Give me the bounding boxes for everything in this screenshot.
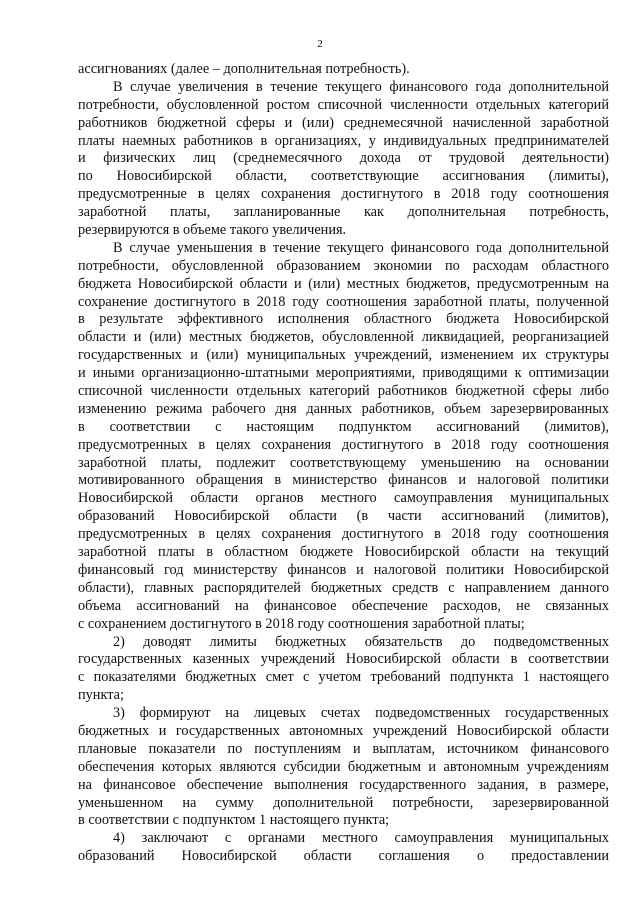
text-line: в соответствии с настоящим подпунктом ассигнований (лимитов), [78, 418, 609, 435]
text-line: работников бюджетной сферы и (или) среднемесячной начисленной заработной [78, 114, 609, 131]
text-line: государственных казенных учреждений Новосибирской области в соответствии [78, 651, 609, 668]
text-line: уменьшенном на сумму дополнительной потребности, зарезервированной [78, 794, 609, 811]
text-line: потребности, обусловленной образованием экономии по расходам областного [78, 257, 609, 274]
text-line: с сохранением достигнутого в 2018 году соотношения заработной платы; [78, 615, 525, 632]
text-line: платы наемных работников в организациях, у индивидуальных предпринимателей [78, 132, 609, 149]
text-line: предусмотренные в целях сохранения достигнутого в 2018 году соотношения [78, 186, 609, 203]
text-line: плановые показатели по поступлениям и выплатам, источником финансового [78, 740, 609, 757]
text-line: обеспечения которых являются субсидии бюджетным и автономным учреждениям [78, 758, 609, 775]
text-line: бюджетных и государственных автономных учреждений Новосибирской области [78, 722, 609, 739]
text-line: 4) заключают с органами местного самоуправления муниципальных [113, 830, 609, 847]
text-line: резервируются в объеме такого увеличения. [78, 222, 347, 239]
text-line: по Новосибирской области, соответствующие ассигнования (лимиты), [78, 168, 609, 185]
text-line: В случае уменьшения в течение текущего финансового года дополнительной [113, 239, 609, 256]
text-line: бюджета Новосибирской области и (или) местных бюджетов, предусмотренным на [78, 275, 609, 292]
text-line: с показателями бюджетных смет с учетом требований подпункта 1 настоящего [78, 669, 609, 686]
text-line: объема ассигнований на финансовое обеспечение расходов, не связанных [78, 597, 609, 614]
text-line: сохранение достигнутого в 2018 году соотношения заработной платы, полученной [78, 293, 609, 310]
text-line: заработной платы, запланированные как дополнительная потребность, [78, 204, 609, 221]
text-line: 3) формируют на лицевых счетах подведомственных государственных [113, 705, 609, 722]
text-line: области), главных распорядителей бюджетных средств с направлением данного [78, 579, 609, 596]
text-line: Новосибирской области органов местного самоуправления муниципальных [78, 490, 609, 507]
text-line: на финансовое обеспечение выполнения государственного задания, в размере, [78, 776, 609, 793]
text-line: области и (или) местных бюджетов, обусловленной ликвидацией, реорганизацией [78, 329, 609, 346]
text-line: образований Новосибирской области соглашения о предоставлении [78, 848, 609, 865]
text-line: финансовый год министерству финансов и налоговой политики Новосибирской [78, 561, 609, 578]
text-line: и иными организационно-штатными мероприятиями, приводящими к оптимизации [78, 365, 609, 382]
text-line: пункта; [78, 687, 124, 704]
text-line: 2) доводят лимиты бюджетных обязательств до подведомственных [113, 633, 609, 650]
text-line: ассигнованиях (далее – дополнительная потребность). [78, 61, 410, 77]
text-line: и физических лиц (среднемесячного дохода от трудовой деятельности) [78, 150, 609, 167]
text-line: потребности, обусловленной ростом списочной численности отдельных категорий [78, 96, 609, 113]
text-line: государственных и (или) муниципальных учреждений, изменением их структуры [78, 347, 609, 364]
text-line: предусмотренных в целях сохранения достигнутого в 2018 году соотношения [78, 526, 609, 543]
text-line: в соответствии с подпунктом 1 настоящего пункта; [78, 812, 390, 829]
text-line: заработной платы, подлежит соответствующему уменьшению на основании [78, 454, 609, 471]
text-line: мотивированного обращения в министерство финансов и налоговой политики [78, 472, 609, 489]
text-line: В случае увеличения в течение текущего финансового года дополнительной [113, 78, 609, 95]
text-line: списочной численности отдельных категорий работников бюджетной сферы либо [78, 383, 609, 400]
text-line: образований Новосибирской области (в части ассигнований (лимитов), [78, 508, 609, 525]
document-body [78, 61, 609, 866]
text-line: в результате эффективного исполнения областного бюджета Новосибирской [78, 311, 609, 328]
page-number: 2 [317, 38, 323, 50]
text-line: заработной платы в областном бюджете Новосибирской области на текущий [78, 544, 609, 561]
text-line: предусмотренных в целях сохранения достигнутого в 2018 году соотношения [78, 436, 609, 453]
text-line: изменению режима рабочего дня данных работников, объем зарезервированных [78, 400, 609, 417]
